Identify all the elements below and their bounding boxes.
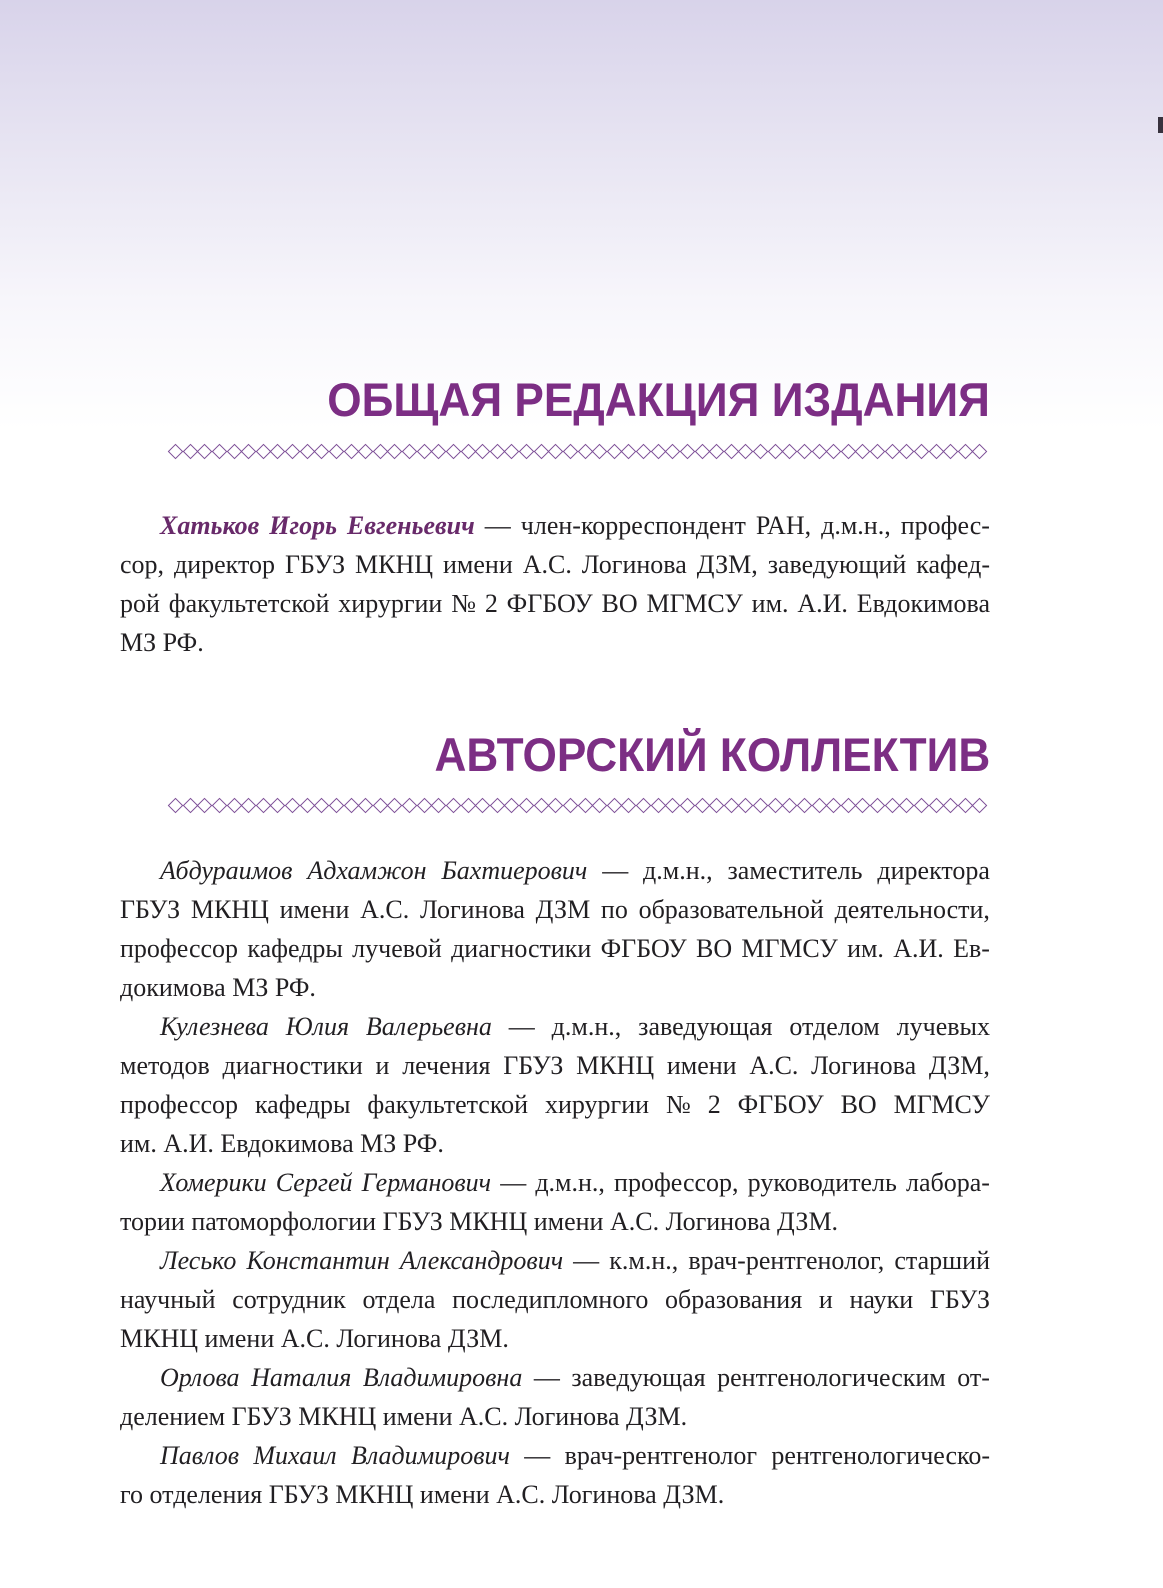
diamond-icon	[446, 444, 462, 460]
diamond-icon	[884, 798, 900, 814]
body-word: член-корреспондент	[520, 511, 746, 540]
body-word: директора	[877, 856, 990, 885]
diamond-icon	[840, 798, 856, 814]
body-word: ГБУЗ	[120, 895, 181, 924]
body-word: хирургии	[338, 589, 443, 618]
diamond-icon	[314, 444, 330, 460]
diamond-icon	[753, 798, 769, 814]
diamond-icon	[489, 444, 505, 460]
body-word: и	[375, 1051, 390, 1080]
diamond-icon	[197, 798, 213, 814]
diamond-icon	[782, 798, 798, 814]
author-name-word: Наталия	[251, 1363, 352, 1392]
diamond-icon	[577, 798, 593, 814]
diamond-icon	[797, 444, 813, 460]
body-word: лабора-	[905, 1168, 990, 1197]
body-word: старший	[894, 1246, 990, 1275]
text-line	[120, 1046, 990, 1085]
body-word: лучевых	[896, 1012, 990, 1041]
body-word: диагностики	[222, 1051, 363, 1080]
diamond-icon	[343, 444, 359, 460]
body-word: факультетской	[168, 589, 330, 618]
general-editorship-paragraphs	[120, 506, 990, 662]
body-word: А.С.	[360, 895, 410, 924]
body-word: лечения	[402, 1051, 491, 1080]
body-word: науки	[849, 1285, 914, 1314]
body-word: методов	[120, 1051, 210, 1080]
body-word: А.И.	[893, 934, 944, 963]
diamond-icon	[606, 444, 622, 460]
diamond-icon	[548, 798, 564, 814]
diamond-icon	[943, 798, 959, 814]
diamond-icon	[285, 444, 301, 460]
body-word: заместитель	[727, 856, 863, 885]
text-line	[120, 1085, 990, 1124]
body-word: рентгенологическим	[717, 1363, 946, 1392]
diamond-icon	[870, 444, 886, 460]
diamond-icon	[212, 444, 228, 460]
diamond-icon	[358, 798, 374, 814]
diamond-icon	[665, 798, 681, 814]
diamond-icon	[826, 444, 842, 460]
author-name-word: Юлия	[285, 1012, 350, 1041]
diamond-icon	[475, 444, 491, 460]
section-title-text: ОБЩАЯ РЕДАКЦИЯ ИЗДАНИЯ	[327, 373, 990, 426]
body-word: образования	[665, 1285, 803, 1314]
text-line	[120, 1163, 990, 1202]
paragraph	[120, 851, 990, 1007]
author-name-word: Орлова	[160, 1363, 240, 1392]
diamond-icon	[636, 798, 652, 814]
diamond-icon	[709, 444, 725, 460]
body-word: диагностики	[451, 934, 592, 963]
diamond-icon	[270, 798, 286, 814]
diamond-icon	[972, 444, 988, 460]
body-word: ФГБОУ	[506, 589, 593, 618]
author-name-word: Владимирович	[350, 1441, 510, 1470]
body-word: образовательной	[638, 895, 824, 924]
diamond-icon	[387, 444, 403, 460]
author-name-word: Хатьков	[160, 511, 260, 540]
body-word: —	[524, 1441, 551, 1470]
body-word: —	[533, 1363, 560, 1392]
body-word: ВО	[696, 934, 733, 963]
body-word: МКНЦ	[355, 550, 434, 579]
author-name-word: Кулезнева	[160, 1012, 269, 1041]
body-word: отдела	[362, 1285, 436, 1314]
section-title-author-collective	[399, 729, 990, 781]
body-word: Логинова	[811, 1051, 917, 1080]
body-word: хирургии	[544, 1090, 650, 1119]
body-word: профессор	[120, 934, 239, 963]
body-text: тории патоморфологии ГБУЗ МКНЦ имени А.С. Логинова ДЗМ.	[120, 1207, 839, 1236]
author-collective-paragraphs	[120, 851, 990, 1514]
body-word: им.	[847, 934, 884, 963]
diamond-icon	[606, 798, 622, 814]
diamond-icon	[914, 444, 930, 460]
diamond-icon	[621, 798, 637, 814]
body-word: —	[500, 1168, 527, 1197]
author-name-word: Сергей	[275, 1168, 353, 1197]
body-word: кафедры	[254, 1090, 351, 1119]
text-line	[120, 1280, 990, 1319]
diamond-icon	[241, 444, 257, 460]
diamond-icon	[577, 444, 593, 460]
diamond-icon	[957, 798, 973, 814]
diamond-icon	[387, 798, 403, 814]
author-name-word: Абдураимов	[160, 856, 293, 885]
diamond-icon	[680, 798, 696, 814]
body-word: Логинова	[419, 895, 525, 924]
diamond-icon	[738, 444, 754, 460]
diamond-icon	[680, 444, 696, 460]
body-word: рентгенологическо-	[771, 1441, 990, 1470]
diamond-icon	[182, 798, 198, 814]
body-word: РАН,	[755, 511, 812, 540]
body-word: МГМСУ	[893, 1090, 990, 1119]
body-word: ФГБОУ	[737, 1090, 824, 1119]
body-word: ФГБОУ	[600, 934, 687, 963]
text-line	[120, 1397, 990, 1436]
paragraph	[120, 1163, 990, 1241]
diamond-icon	[723, 798, 739, 814]
body-word: к.м.н.,	[609, 1246, 679, 1275]
body-word: д.м.н.,	[551, 1012, 622, 1041]
page-top-gradient	[0, 0, 1163, 430]
diamond-icon	[270, 444, 286, 460]
body-word: от-	[957, 1363, 990, 1392]
body-word: ДЗМ,	[928, 1051, 990, 1080]
text-line	[120, 929, 990, 968]
text-line	[120, 1319, 990, 1358]
diamond-icon	[299, 444, 315, 460]
body-word: по	[600, 895, 628, 924]
diamond-icon	[475, 798, 491, 814]
body-word: лучевой	[352, 934, 442, 963]
diamond-icon	[314, 798, 330, 814]
text-line	[120, 1241, 990, 1280]
diamond-icon	[723, 444, 739, 460]
body-word: директор	[174, 550, 275, 579]
body-word: МКНЦ	[576, 1051, 655, 1080]
body-word: врач-рентгенолог	[564, 1441, 758, 1470]
diamond-icon	[329, 444, 345, 460]
diamond-icon	[811, 798, 827, 814]
author-name-word: Михаил	[253, 1441, 337, 1470]
text-line	[120, 851, 990, 890]
diamond-icon	[797, 798, 813, 814]
body-word: ГБУЗ	[284, 550, 346, 579]
body-word: сор,	[120, 550, 165, 579]
diamond-icon	[738, 798, 754, 814]
body-word: кафедры	[247, 934, 343, 963]
diamond-icon	[753, 444, 769, 460]
diamond-icon	[182, 444, 198, 460]
diamond-icon	[489, 798, 505, 814]
body-word: А.С.	[522, 550, 572, 579]
diamond-icon	[431, 798, 447, 814]
paragraph	[120, 1241, 990, 1358]
body-word: А.И.	[797, 589, 848, 618]
paragraph	[120, 1007, 990, 1163]
diamond-icon	[694, 798, 710, 814]
diamond-icon	[767, 444, 783, 460]
body-word: врач-рентгенолог,	[688, 1246, 885, 1275]
diamond-icon	[255, 798, 271, 814]
diamond-icon	[665, 444, 681, 460]
text-line	[120, 1358, 990, 1397]
diamond-icon	[826, 798, 842, 814]
body-word: научный	[120, 1285, 216, 1314]
body-word: факультетской	[367, 1090, 529, 1119]
text-line	[120, 1475, 990, 1514]
diamond-icon	[372, 444, 388, 460]
diamond-icon	[416, 444, 432, 460]
diamond-icon	[694, 444, 710, 460]
author-name-word: Владимировна	[362, 1363, 523, 1392]
body-word: ДЗМ	[535, 895, 591, 924]
body-text: докимова МЗ РФ.	[120, 973, 316, 1002]
diamond-icon	[884, 444, 900, 460]
diamond-icon	[914, 798, 930, 814]
diamond-icon	[460, 444, 476, 460]
body-word: ГБУЗ	[929, 1285, 990, 1314]
diamond-icon	[416, 798, 432, 814]
body-word: ВО	[840, 1090, 877, 1119]
body-word: МГМСУ	[741, 934, 838, 963]
body-word: д.м.н.,	[643, 856, 713, 885]
diamond-icon	[402, 444, 418, 460]
diamond-icon	[592, 798, 608, 814]
body-text: го отделения ГБУЗ МКНЦ имени А.С. Логинова ДЗМ.	[120, 1480, 725, 1509]
body-word: последипломного	[452, 1285, 649, 1314]
text-line	[120, 1436, 990, 1475]
paragraph	[120, 1358, 990, 1436]
diamond-icon	[402, 798, 418, 814]
diamond-icon	[343, 798, 359, 814]
author-name-word: Валерьевна	[365, 1012, 492, 1041]
body-word: имени	[666, 1051, 737, 1080]
diamond-icon	[285, 798, 301, 814]
diamond-icon	[957, 444, 973, 460]
diamond-icon	[928, 444, 944, 460]
diamond-icon	[197, 444, 213, 460]
body-word: заведующая	[571, 1363, 706, 1392]
diamond-icon	[548, 444, 564, 460]
text-line	[120, 968, 990, 1007]
body-word: профессор	[120, 1090, 239, 1119]
text-line	[120, 584, 990, 623]
body-word: ДЗМ,	[696, 550, 758, 579]
text-line	[120, 1007, 990, 1046]
body-word: деятельности,	[834, 895, 990, 924]
diamond-icon	[533, 798, 549, 814]
body-text: МЗ РФ.	[120, 628, 204, 657]
body-word: МКНЦ	[190, 895, 269, 924]
diamond-icon	[226, 798, 242, 814]
diamond-icon	[329, 798, 345, 814]
diamond-icon	[636, 444, 652, 460]
author-name-word: Игорь	[269, 511, 338, 540]
body-word: и	[818, 1285, 833, 1314]
body-word: 2	[484, 589, 498, 618]
body-word: №	[665, 1090, 691, 1119]
text-line	[120, 1124, 990, 1163]
body-word: заведующий	[767, 550, 907, 579]
body-text: им. А.И. Евдокимова МЗ РФ.	[120, 1129, 444, 1158]
diamond-icon	[621, 444, 637, 460]
body-word: Евдокимова	[856, 589, 990, 618]
author-name-word: Лесько	[160, 1246, 237, 1275]
diamond-icon	[519, 798, 535, 814]
diamond-icon	[943, 444, 959, 460]
body-word: МГМСУ	[646, 589, 743, 618]
body-word: имени	[279, 895, 350, 924]
body-word: —	[508, 1012, 535, 1041]
body-word: отделом	[789, 1012, 880, 1041]
diamond-icon	[168, 798, 184, 814]
diamond-icon	[650, 444, 666, 460]
body-word: д.м.н.,	[535, 1168, 605, 1197]
paragraph	[120, 1436, 990, 1514]
author-name-word: Хомерики	[160, 1168, 267, 1197]
diamond-icon	[972, 798, 988, 814]
paragraph	[120, 506, 990, 662]
diamond-chain-divider	[170, 443, 986, 460]
text-line	[120, 890, 990, 929]
diamond-icon	[899, 798, 915, 814]
text-line	[120, 623, 990, 662]
body-word: А.С.	[749, 1051, 799, 1080]
diamond-icon	[299, 798, 315, 814]
author-name-word: Евгеньевич	[347, 511, 475, 540]
text-line	[120, 1202, 990, 1241]
diamond-icon	[446, 798, 462, 814]
body-word: ГБУЗ	[503, 1051, 564, 1080]
diamond-icon	[563, 444, 579, 460]
diamond-icon	[782, 444, 798, 460]
body-text: МКНЦ имени А.С. Логинова ДЗМ.	[120, 1324, 509, 1353]
diamond-icon	[899, 444, 915, 460]
author-name-word: Германович	[361, 1168, 492, 1197]
body-text: делением ГБУЗ МКНЦ имени А.С. Логинова ДЗМ.	[120, 1402, 688, 1431]
author-name-word: Бахтиерович	[441, 856, 588, 885]
diamond-icon	[504, 798, 520, 814]
diamond-icon	[811, 444, 827, 460]
section-title-general-editorship	[285, 374, 990, 426]
body-word: ВО	[601, 589, 638, 618]
body-word: Логинова	[581, 550, 687, 579]
body-word: им.	[751, 589, 789, 618]
body-word: заведующая	[638, 1012, 773, 1041]
diamond-icon	[212, 798, 228, 814]
body-word: —	[484, 511, 511, 540]
diamond-icon	[592, 444, 608, 460]
author-name-word: Александрович	[399, 1246, 564, 1275]
body-word: руководитель	[747, 1168, 897, 1197]
section-title-text: АВТОРСКИЙ КОЛЛЕКТИВ	[434, 728, 990, 781]
body-word: профессор,	[614, 1168, 739, 1197]
diamond-icon	[767, 798, 783, 814]
diamond-icon	[533, 444, 549, 460]
diamond-icon	[563, 798, 579, 814]
diamond-chain-divider	[170, 797, 986, 814]
diamond-icon	[709, 798, 725, 814]
body-word: —	[573, 1246, 600, 1275]
diamond-icon	[241, 798, 257, 814]
diamond-icon	[372, 798, 388, 814]
diamond-icon	[855, 798, 871, 814]
body-word: сотрудник	[232, 1285, 346, 1314]
body-word: Ев-	[953, 934, 990, 963]
diamond-icon	[431, 444, 447, 460]
diamond-icon	[928, 798, 944, 814]
text-line	[120, 506, 990, 545]
body-word: —	[602, 856, 629, 885]
diamond-icon	[460, 798, 476, 814]
diamond-icon	[358, 444, 374, 460]
page-edge-artifact	[1158, 117, 1163, 133]
body-word: №	[451, 589, 476, 618]
diamond-icon	[840, 444, 856, 460]
body-word: д.м.н.,	[821, 511, 891, 540]
diamond-icon	[168, 444, 184, 460]
body-word: кафед-	[916, 550, 990, 579]
diamond-icon	[255, 444, 271, 460]
diamond-icon	[519, 444, 535, 460]
author-name-word: Константин	[246, 1246, 390, 1275]
body-word: профес-	[900, 511, 990, 540]
diamond-icon	[650, 798, 666, 814]
diamond-icon	[855, 444, 871, 460]
diamond-icon	[226, 444, 242, 460]
body-word: имени	[443, 550, 513, 579]
body-word: 2	[707, 1090, 721, 1119]
text-line	[120, 545, 990, 584]
diamond-icon	[870, 798, 886, 814]
body-word: рой	[120, 589, 160, 618]
diamond-icon	[504, 444, 520, 460]
author-name-word: Павлов	[160, 1441, 240, 1470]
author-name-word: Адхамжон	[307, 856, 427, 885]
